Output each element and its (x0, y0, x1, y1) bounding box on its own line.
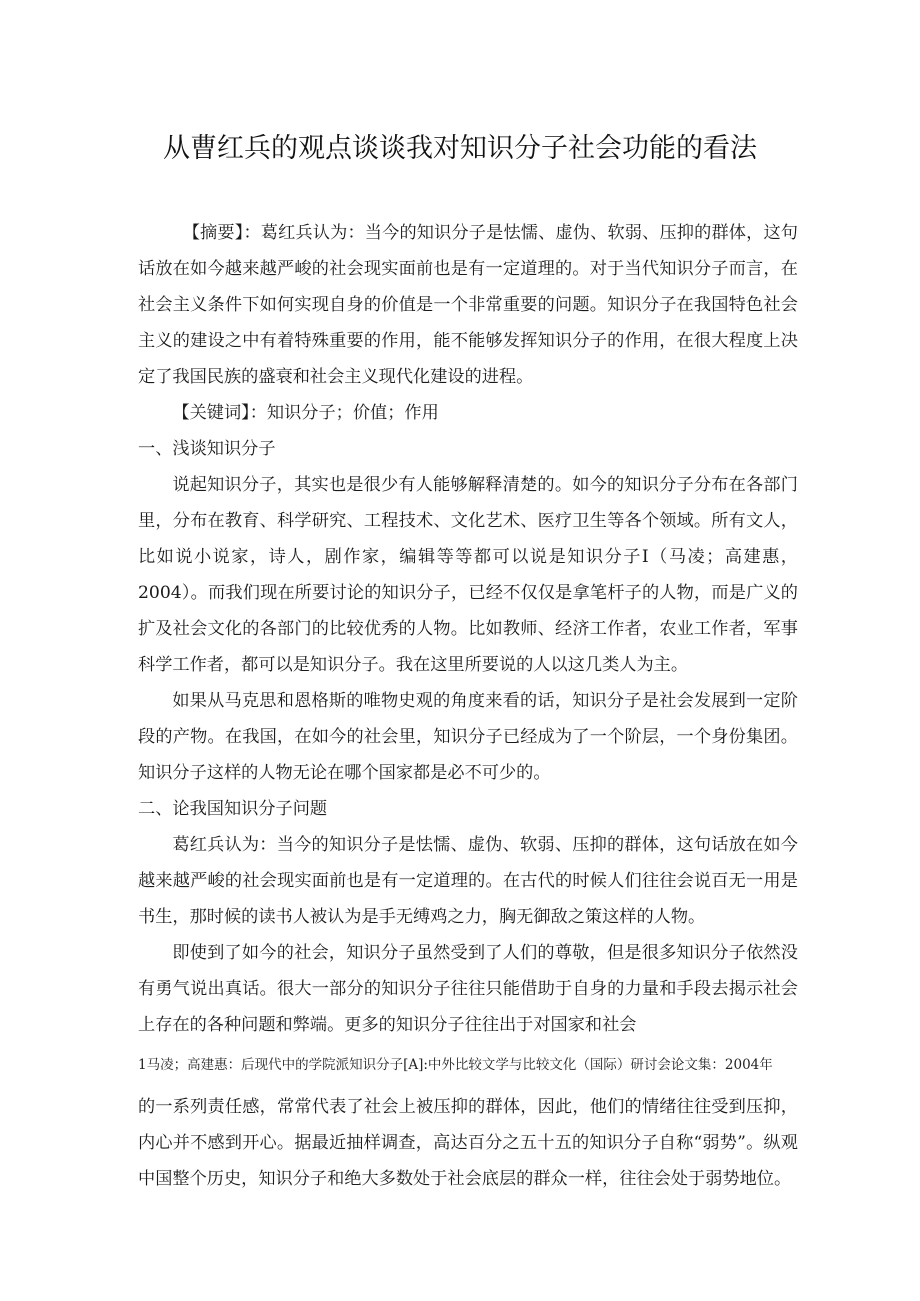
section-2-paragraph-2-continued: 的一系列责任感，常常代表了社会上被压抑的群体，因此，他们的情绪往往受到压抑，内心并不感到开心。据最近抽样调查，高达百分之五十五的知识分子自称“弱势”。纵观中国整个历史，知识分子和绝大多数处于社会底层的群众一样，往往会处于弱势地位。 (138, 1097, 798, 1189)
abstract-paragraph: 【摘要】：葛红兵认为：当今的知识分子是怯懦、虚伪、软弱、压抑的群体，这句话放在如今越来越严峻的社会现实面前也是有一定道理的。对于当代知识分子而言，在社会主义条件下如何实现自身的价值是一个非常重要的问题。知识分子在我国特色社会主义的建设之中有着特殊重要的作用，能不能够发挥知识分子的作用，在很大程度上决定了我国民族的盛衰和社会主义现代化建设的进程。 (138, 223, 798, 387)
section-1-paragraph-2: 如果从马克思和恩格斯的唯物史观的角度来看的话，知识分子是社会发展到一定阶段的产物。在我国，在如今的社会里，知识分子已经成为了一个阶层，一个身份集团。知识分子这样的人物无论在哪个国家都是必不可少的。 (138, 691, 798, 783)
section-2-paragraph-1: 葛红兵认为：当今的知识分子是怯懦、虚伪、软弱、压抑的群体，这句话放在如今越来越严峻的社会现实面前也是有一定道理的。在古代的时候人们往往会说百无一用是书生，那时候的读书人被认为是手无缚鸡之力，胸无御敌之策这样的人物。 (138, 835, 798, 927)
section-2-paragraph-2: 即使到了如今的社会，知识分子虽然受到了人们的尊敬，但是很多知识分子依然没有勇气说出真话。很大一部分的知识分子往往只能借助于自身的力量和手段去揭示社会上存在的各种问题和弊端。更多的知识分子往往出于对国家和社会 (138, 943, 798, 1035)
footnote: 1马凌；高建惠：后现代中的学院派知识分子[A]:中外比较文学与比较文化（国际）研讨会论文集：2004年 (138, 1057, 773, 1073)
section-1-paragraph-1: 说起知识分子，其实也是很少有人能够解释清楚的。如今的知识分子分布在各部门里，分布在教育、科学研究、工程技术、文化艺术、医疗卫生等各个领域。所有文人，比如说小说家，诗人，剧作家，编辑等等都可以说是知识分子I（马凌；高建惠，2004）。而我们现在所要讨论的知识分子，已经不仅仅是拿笔杆子的人物，而是广义的扩及社会文化的各部门的比较优秀的人物。比如教师、经济工作者，农业工作者，军事科学工作者，都可以是知识分子。我在这里所要说的人以这几类人为主。 (138, 475, 798, 675)
section-2-heading: 二、论我国知识分子问题 (138, 799, 328, 819)
document-title: 从曹红兵的观点谈谈我对知识分子社会功能的看法 (163, 133, 757, 164)
document-body (138, 215, 798, 1197)
section-1-heading: 一、浅谈知识分子 (138, 439, 276, 459)
keywords-line: 【关键词】：知识分子；价值；作用 (172, 403, 439, 423)
